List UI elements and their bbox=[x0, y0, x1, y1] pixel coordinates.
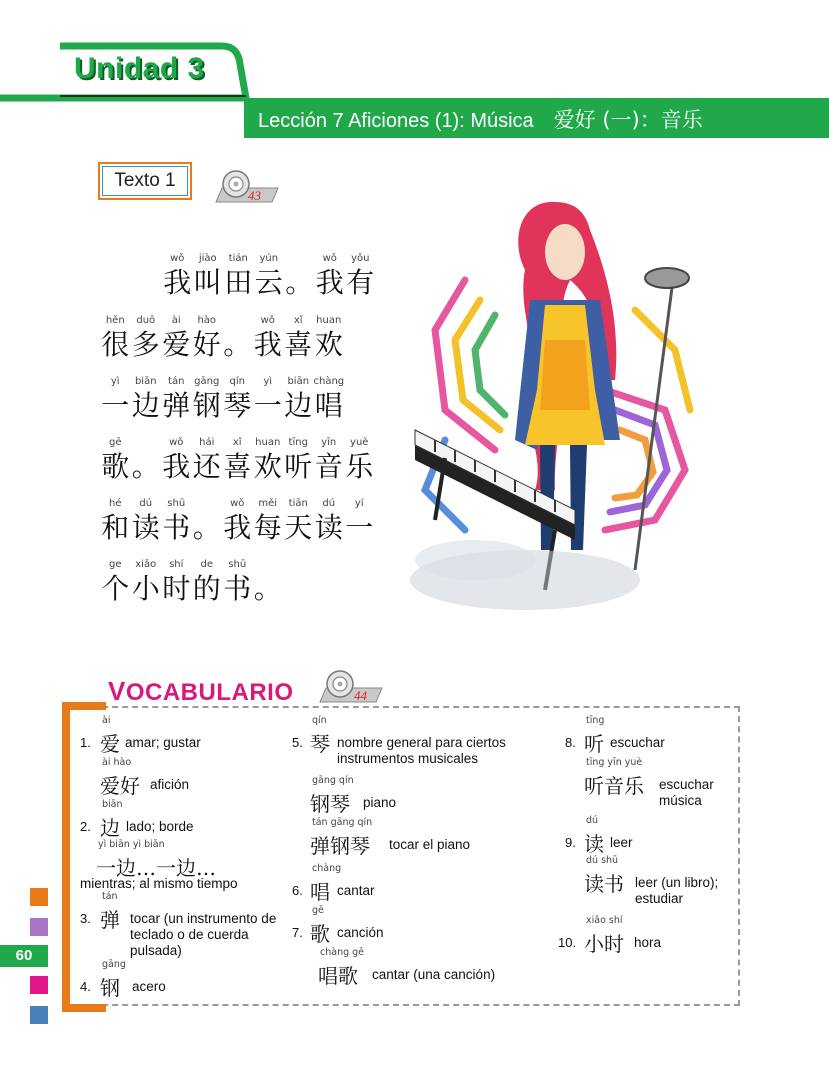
vocab-number: 4. bbox=[80, 979, 91, 994]
reading-char bbox=[222, 375, 253, 423]
pinyin: hé bbox=[109, 498, 122, 509]
reading-line bbox=[100, 375, 344, 423]
pinyin: yí bbox=[354, 498, 364, 509]
pinyin: dú bbox=[322, 498, 336, 509]
reading-char bbox=[283, 497, 314, 545]
pinyin bbox=[253, 558, 284, 572]
hanzi: 边 bbox=[131, 389, 160, 422]
reading-char bbox=[284, 252, 315, 300]
pinyin: yuè bbox=[350, 437, 369, 448]
reading-char bbox=[161, 558, 192, 606]
reading-char bbox=[222, 558, 253, 606]
hanzi: 读 bbox=[131, 511, 160, 544]
vocab-pinyin: tán bbox=[102, 891, 118, 902]
reading-char bbox=[192, 497, 223, 545]
vocab-definition: cantar bbox=[337, 883, 375, 898]
pinyin: huan bbox=[255, 437, 281, 448]
vocab-hanzi: 钢琴 bbox=[310, 792, 350, 816]
reading-char bbox=[131, 558, 162, 606]
vocab-number: 8. bbox=[565, 735, 576, 750]
vocab-hanzi: 读书 bbox=[584, 872, 624, 896]
reading-line bbox=[100, 436, 375, 484]
pinyin: yīn bbox=[321, 437, 337, 448]
reading-char bbox=[161, 436, 192, 484]
pinyin: wǒ bbox=[260, 315, 275, 326]
reading-char bbox=[100, 375, 131, 423]
pinyin: tán bbox=[168, 376, 185, 387]
pinyin: ge bbox=[109, 559, 122, 570]
reading-char bbox=[253, 497, 284, 545]
pinyin: ài bbox=[171, 315, 181, 326]
reading-char bbox=[222, 314, 253, 362]
vocab-definition: escuchar música bbox=[659, 777, 714, 808]
vocab-definition: leer bbox=[610, 835, 633, 850]
pinyin: wǒ bbox=[230, 498, 245, 509]
reading-char bbox=[222, 436, 253, 484]
side-marker-purple bbox=[30, 918, 48, 936]
vocab-number: 3. bbox=[80, 911, 91, 926]
reading-char bbox=[314, 436, 345, 484]
reading-char bbox=[315, 252, 346, 300]
vocab-pinyin: tán gāng qín bbox=[312, 817, 373, 828]
reading-char bbox=[314, 497, 345, 545]
pinyin: duō bbox=[136, 315, 156, 326]
vocab-pinyin: dú shū bbox=[586, 855, 619, 866]
reading-char bbox=[161, 375, 192, 423]
hanzi: 我 bbox=[253, 328, 282, 361]
hanzi: 云 bbox=[254, 266, 283, 299]
vocab-pinyin: ài hào bbox=[102, 757, 132, 768]
vocab-definition: tocar (un instrumento de teclado o de cuerda pulsada) bbox=[130, 911, 277, 958]
hanzi: 我 bbox=[315, 266, 344, 299]
reading-char bbox=[314, 314, 345, 362]
vocab-hanzi: 一边…一边… bbox=[96, 856, 216, 880]
hanzi: 喜 bbox=[284, 328, 313, 361]
hanzi: 喜 bbox=[223, 450, 252, 483]
reading-line bbox=[100, 497, 375, 545]
vocab-definition: canción bbox=[337, 925, 384, 940]
reading-line bbox=[100, 558, 283, 606]
pinyin: xǐ bbox=[232, 437, 242, 448]
lesson-title-es: Lección 7 Aficiones (1): Música bbox=[258, 110, 534, 132]
pinyin: shí bbox=[169, 559, 184, 570]
hanzi: 音 bbox=[314, 450, 343, 483]
reading-char bbox=[253, 436, 284, 484]
vocab-pinyin: tīng bbox=[586, 715, 605, 726]
hanzi: 我 bbox=[162, 450, 191, 483]
vocab-pinyin: qín bbox=[312, 715, 327, 726]
reading-char bbox=[161, 497, 192, 545]
pinyin: shū bbox=[228, 559, 247, 570]
pinyin: yì bbox=[110, 376, 120, 387]
reading-char bbox=[283, 436, 314, 484]
reading-char bbox=[162, 252, 193, 300]
reading-char bbox=[192, 436, 223, 484]
pinyin: hào bbox=[197, 315, 217, 326]
reading-char bbox=[131, 314, 162, 362]
vocab-hanzi: 唱 bbox=[310, 880, 330, 904]
vocab-bracket-left bbox=[62, 702, 70, 1012]
pinyin bbox=[284, 252, 315, 266]
hanzi: 田 bbox=[224, 266, 253, 299]
hanzi: 读 bbox=[314, 511, 343, 544]
reading-char bbox=[193, 252, 224, 300]
pinyin: měi bbox=[258, 498, 278, 509]
side-marker-blue bbox=[30, 1006, 48, 1024]
reading-char bbox=[344, 436, 375, 484]
texto-label: Texto 1 bbox=[98, 162, 192, 200]
vocab-track-number: 44 bbox=[354, 688, 367, 703]
hanzi: 爱 bbox=[162, 328, 191, 361]
pinyin: dú bbox=[139, 498, 153, 509]
pinyin: chàng bbox=[313, 376, 345, 387]
hanzi: 我 bbox=[163, 266, 192, 299]
vocab-hanzi: 歌 bbox=[310, 922, 330, 946]
vocab-hanzi: 小时 bbox=[584, 932, 624, 956]
reading-line bbox=[162, 252, 376, 300]
vocab-audio-cd-icon[interactable] bbox=[312, 668, 384, 708]
vocab-definition: afición bbox=[150, 777, 190, 792]
pinyin: huan bbox=[316, 315, 342, 326]
vocab-pinyin: dú bbox=[586, 815, 599, 826]
hanzi: 天 bbox=[284, 511, 313, 544]
vocab-hanzi: 边 bbox=[100, 816, 120, 840]
reading-char bbox=[253, 314, 284, 362]
vocab-hanzi: 爱 bbox=[100, 732, 120, 756]
vocab-definition: leer (un libro); estudiar bbox=[635, 875, 719, 906]
vocab-number: 9. bbox=[565, 835, 576, 850]
hanzi: 歌 bbox=[101, 450, 130, 483]
vocab-pinyin: biān bbox=[102, 799, 123, 810]
reading-char bbox=[314, 375, 345, 423]
pinyin: wǒ bbox=[169, 437, 184, 448]
pinyin: de bbox=[200, 559, 213, 570]
hanzi: 琴 bbox=[223, 389, 252, 422]
hanzi: 多 bbox=[131, 328, 160, 361]
pinyin: yì bbox=[263, 376, 273, 387]
vocab-definition: piano bbox=[363, 795, 397, 810]
reading-char bbox=[131, 436, 162, 484]
pinyin: wǒ bbox=[170, 253, 185, 264]
girl-playing-piano-illustration bbox=[405, 190, 715, 620]
hanzi: 。 bbox=[192, 511, 221, 544]
hanzi: 的 bbox=[192, 572, 221, 605]
hanzi: 个 bbox=[101, 572, 130, 605]
hanzi: 。 bbox=[131, 450, 160, 483]
reading-line bbox=[100, 314, 344, 362]
hanzi: 唱 bbox=[314, 389, 343, 422]
hanzi: 书 bbox=[223, 572, 252, 605]
vocab-pinyin: xiǎo shí bbox=[586, 915, 623, 926]
page-number: 60 bbox=[0, 945, 48, 967]
pinyin: qín bbox=[229, 376, 245, 387]
pinyin bbox=[131, 436, 162, 450]
hanzi: 好 bbox=[192, 328, 221, 361]
vocab-pinyin: gē bbox=[312, 905, 324, 916]
hanzi: 叫 bbox=[193, 266, 222, 299]
pinyin: hěn bbox=[105, 315, 125, 326]
pinyin: tián bbox=[228, 253, 248, 264]
pinyin bbox=[222, 314, 253, 328]
reading-char bbox=[222, 497, 253, 545]
vocabulary-title bbox=[108, 676, 294, 707]
hanzi: 一 bbox=[101, 389, 130, 422]
hanzi: 弹 bbox=[162, 389, 191, 422]
pinyin: yǒu bbox=[351, 253, 370, 264]
reading-char bbox=[253, 375, 284, 423]
vocabulary-box bbox=[62, 706, 740, 1006]
reading-char bbox=[100, 314, 131, 362]
pinyin: hái bbox=[199, 437, 215, 448]
pinyin: tīng bbox=[288, 437, 308, 448]
reading-char bbox=[345, 252, 376, 300]
vocab-bracket-bottom bbox=[62, 1004, 106, 1012]
hanzi: 和 bbox=[101, 511, 130, 544]
pinyin: jiào bbox=[198, 253, 217, 264]
hanzi: 很 bbox=[101, 328, 130, 361]
hanzi: 我 bbox=[223, 511, 252, 544]
hanzi: 欢 bbox=[314, 328, 343, 361]
reading-char bbox=[254, 252, 285, 300]
side-marker-magenta bbox=[30, 976, 48, 994]
vocab-pinyin: chàng bbox=[312, 863, 342, 874]
vocab-hanzi: 唱歌 bbox=[318, 964, 358, 988]
hanzi: 乐 bbox=[345, 450, 374, 483]
texto-track-number: 43 bbox=[248, 188, 261, 203]
vocab-number: 5. bbox=[292, 735, 303, 750]
hanzi: 。 bbox=[223, 328, 252, 361]
pinyin: yún bbox=[259, 253, 279, 264]
vocab-hanzi: 弹 bbox=[100, 908, 120, 932]
vocab-definition: mientras; al mismo tiempo bbox=[80, 876, 238, 891]
vocab-number: 6. bbox=[292, 883, 303, 898]
reading-char bbox=[131, 497, 162, 545]
pinyin: wǒ bbox=[322, 253, 337, 264]
vocab-hanzi: 听 bbox=[584, 732, 604, 756]
vocab-hanzi: 钢 bbox=[100, 976, 120, 1000]
pinyin bbox=[192, 497, 223, 511]
pinyin: xǐ bbox=[293, 315, 303, 326]
reading-char bbox=[223, 252, 254, 300]
reading-char bbox=[283, 375, 314, 423]
pinyin: tiān bbox=[288, 498, 308, 509]
vocab-pinyin: gāng bbox=[102, 959, 126, 970]
reading-char bbox=[344, 497, 375, 545]
vocab-hanzi: 弹钢琴 bbox=[310, 834, 370, 858]
vocabulary-title-cap: V bbox=[108, 676, 126, 706]
vocab-pinyin: gāng qín bbox=[312, 775, 354, 786]
vocab-definition: cantar (una canción) bbox=[372, 967, 496, 982]
vocab-definition: nombre general para ciertos instrumentos musicales bbox=[337, 735, 506, 766]
vocab-hanzi: 爱好 bbox=[100, 774, 140, 798]
pinyin: gāng bbox=[194, 376, 220, 387]
pinyin: gē bbox=[109, 437, 122, 448]
reading-char bbox=[283, 314, 314, 362]
reading-char bbox=[161, 314, 192, 362]
reading-char bbox=[100, 497, 131, 545]
reading-char bbox=[192, 558, 223, 606]
reading-char bbox=[100, 436, 131, 484]
vocab-definition: acero bbox=[132, 979, 166, 994]
hanzi: 还 bbox=[192, 450, 221, 483]
hanzi: 听 bbox=[284, 450, 313, 483]
reading-char bbox=[192, 375, 223, 423]
hanzi: 小 bbox=[131, 572, 160, 605]
reading-char bbox=[192, 314, 223, 362]
vocab-hanzi: 听音乐 bbox=[584, 774, 644, 798]
vocab-hanzi: 琴 bbox=[310, 732, 330, 756]
vocab-definition: tocar el piano bbox=[389, 837, 471, 852]
vocab-number: 7. bbox=[292, 925, 303, 940]
reading-char bbox=[253, 558, 284, 606]
hanzi: 一 bbox=[253, 389, 282, 422]
pinyin: shū bbox=[167, 498, 186, 509]
hanzi: 欢 bbox=[253, 450, 282, 483]
hanzi: 钢 bbox=[192, 389, 221, 422]
side-marker-orange bbox=[30, 888, 48, 906]
hanzi: 。 bbox=[253, 572, 282, 605]
lesson-title-zh: 爱好 (一)：音乐 bbox=[553, 108, 703, 132]
pinyin: biān bbox=[134, 376, 157, 387]
vocab-hanzi: 读 bbox=[584, 832, 604, 856]
vocab-pinyin: ài bbox=[102, 715, 111, 726]
unit-title: Unidad 3 bbox=[74, 52, 205, 85]
vocab-pinyin: chàng gē bbox=[320, 947, 365, 958]
hanzi: 书 bbox=[162, 511, 191, 544]
vocab-number: 10. bbox=[558, 935, 577, 950]
vocab-number: 2. bbox=[80, 819, 91, 834]
hanzi: 一 bbox=[345, 511, 374, 544]
vocab-definition: amar; gustar bbox=[125, 735, 201, 750]
vocab-pinyin: yì biān yì biān bbox=[98, 839, 165, 850]
pinyin: biān bbox=[287, 376, 310, 387]
hanzi: 时 bbox=[162, 572, 191, 605]
hanzi: 每 bbox=[253, 511, 282, 544]
pinyin: xiǎo bbox=[135, 559, 157, 570]
reading-char bbox=[131, 375, 162, 423]
vocab-pinyin: tīng yīn yuè bbox=[586, 757, 643, 768]
hanzi: 边 bbox=[284, 389, 313, 422]
vocab-definition: hora bbox=[634, 935, 662, 950]
reading-char bbox=[100, 558, 131, 606]
vocab-number: 1. bbox=[80, 735, 91, 750]
hanzi: 有 bbox=[346, 266, 375, 299]
vocab-definition: escuchar bbox=[610, 735, 665, 750]
vocabulary-title-rest: OCABULARIO bbox=[125, 679, 294, 706]
hanzi: 。 bbox=[285, 266, 314, 299]
vocab-definition: lado; borde bbox=[126, 819, 194, 834]
